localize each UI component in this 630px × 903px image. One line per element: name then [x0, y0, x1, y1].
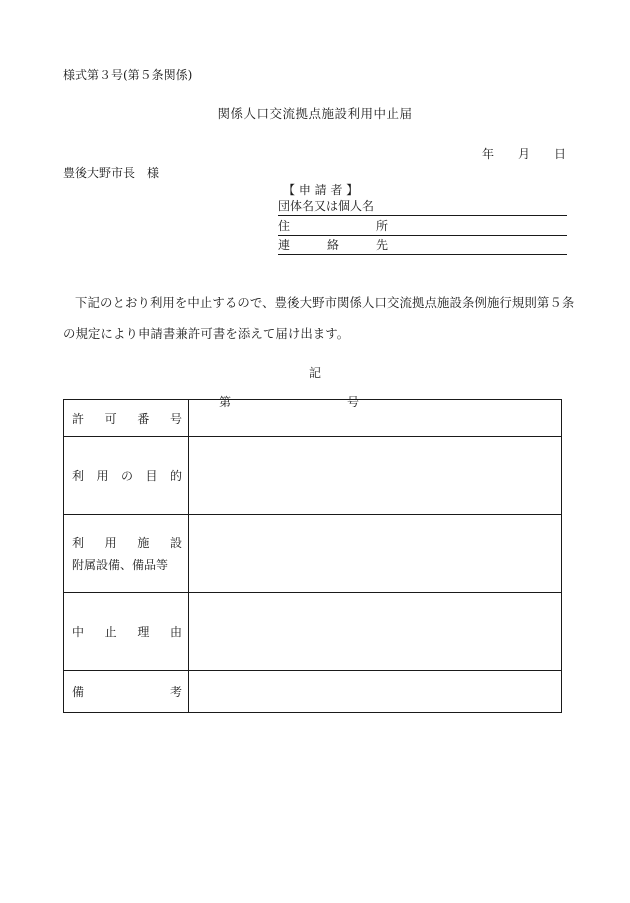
remarks-value[interactable]	[189, 671, 562, 713]
label-char: 設	[169, 535, 182, 550]
permit-number-suffix: 号	[347, 395, 360, 409]
label-char: 号	[169, 411, 182, 426]
facility-label	[64, 515, 189, 593]
label-char: 許	[72, 411, 85, 426]
document-title: 関係人口交流拠点施設利用中止届	[217, 106, 413, 121]
remarks-label	[64, 671, 189, 713]
table-row-remarks	[64, 671, 562, 713]
date-day: 日	[553, 147, 566, 161]
form-number: 様式第３号(第５条関係)	[63, 68, 193, 82]
body-text: 下記のとおり利用を中止するので、豊後大野市関係人口交流拠点施設条例施行規則第５条の規定により申請書兼許可書を添えて届け出ます。	[63, 295, 575, 341]
label-char: 利	[72, 535, 85, 550]
label-char: 絡	[326, 238, 339, 252]
permit-number-label	[64, 400, 189, 437]
table-row-facility	[64, 515, 562, 593]
addressee: 豊後大野市長 様	[63, 166, 160, 180]
facility-value[interactable]	[189, 515, 562, 593]
label-char: 番	[137, 411, 150, 426]
date-month: 月	[517, 147, 530, 161]
permit-number-prefix: 第	[219, 395, 232, 409]
table-row-permit-number	[64, 400, 562, 437]
label-char: 施	[137, 535, 150, 550]
reason-value[interactable]	[189, 593, 562, 671]
label-char: 考	[169, 685, 182, 699]
applicant-name-field	[278, 199, 567, 216]
applicant-heading: 【 申 請 者 】	[283, 183, 359, 197]
label-char: 用	[96, 469, 109, 483]
purpose-label	[64, 437, 189, 515]
label-char: 理	[137, 625, 150, 639]
facility-label-line2: 附属設備、備品等	[72, 557, 169, 572]
date-year: 年	[481, 147, 494, 161]
applicant-address-label	[278, 217, 388, 234]
applicant-address-field	[278, 219, 567, 236]
permit-number-value[interactable]	[189, 395, 562, 437]
applicant-contact-field	[278, 238, 567, 255]
label-char: 的	[169, 469, 182, 483]
label-char: 止	[104, 625, 117, 639]
label-char: 由	[169, 625, 182, 639]
label-char: 住	[278, 219, 291, 233]
date-line	[482, 145, 566, 162]
label-char: 連	[278, 238, 291, 252]
label-char: 備	[72, 685, 85, 699]
label-char: 用	[104, 535, 117, 550]
label-char: の	[120, 469, 133, 483]
label-char: 中	[72, 625, 85, 639]
ki-heading: 記	[308, 366, 321, 380]
label-char: 目	[145, 469, 158, 483]
applicant-contact-label	[278, 236, 388, 253]
purpose-value[interactable]	[189, 437, 562, 515]
label-char: 可	[104, 411, 117, 426]
reason-label	[64, 593, 189, 671]
details-table	[63, 395, 562, 713]
label-char: 利	[72, 469, 85, 483]
table-row-reason	[64, 593, 562, 671]
table-row-purpose	[64, 437, 562, 515]
applicant-name-label: 団体名又は個人名	[278, 199, 375, 213]
label-char: 先	[375, 238, 388, 252]
label-char: 所	[375, 219, 388, 233]
